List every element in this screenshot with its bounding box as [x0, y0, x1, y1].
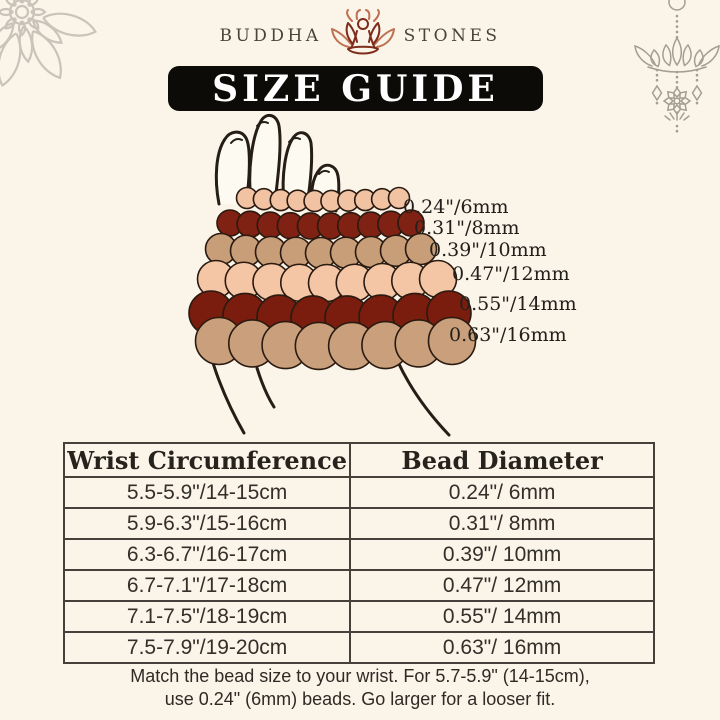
size-table: [63, 442, 655, 664]
bead-size-label: 0.63"/16mm: [449, 324, 567, 346]
table-row: [64, 570, 654, 601]
table-row: [64, 508, 654, 539]
bead-diameter-cell: 0.55"/ 14mm: [350, 601, 654, 632]
wrist-circumference-cell: 6.7-7.1"/17-18cm: [64, 570, 350, 601]
wrist-circumference-cell: 7.5-7.9"/19-20cm: [64, 632, 350, 663]
bead-diameter-cell: 0.31"/ 8mm: [350, 508, 654, 539]
wrist-circumference-header: Wrist Circumference: [64, 443, 350, 477]
size-guide-banner: [168, 66, 543, 111]
bead-size-label: 0.55"/14mm: [459, 293, 577, 315]
fit-note-line: use 0.24" (6mm) beads. Go larger for a looser fit.: [164, 689, 556, 710]
bead-size-label: 0.47"/12mm: [452, 263, 570, 285]
bead-diameter-header: Bead Diameter: [350, 443, 654, 477]
bead-diameter-cell: 0.47"/ 12mm: [350, 570, 654, 601]
table-header-row: [64, 443, 654, 477]
size-guide-title: SIZE GUIDE: [212, 67, 499, 110]
table-row: [64, 539, 654, 570]
wrist-circumference-cell: 5.5-5.9"/14-15cm: [64, 477, 350, 508]
fit-note: [0, 665, 720, 711]
fit-note-line: Match the bead size to your wrist. For 5.7-5.9" (14-15cm),: [130, 666, 590, 686]
wrist-circumference-cell: 7.1-7.5"/18-19cm: [64, 601, 350, 632]
brand-logo: [0, 10, 720, 62]
bead-diameter-cell: 0.63"/ 16mm: [350, 632, 654, 663]
brand-name-left: BUDDHA: [219, 26, 322, 46]
table-row: [64, 632, 654, 663]
brand-name-right: STONES: [403, 26, 501, 46]
table-row: [64, 601, 654, 632]
bead-size-label: 0.24"/6mm: [403, 196, 509, 218]
wrist-circumference-cell: 5.9-6.3"/15-16cm: [64, 508, 350, 539]
bead-diameter-cell: 0.39"/ 10mm: [350, 539, 654, 570]
lotus-meditation-icon: [331, 9, 395, 63]
wrist-circumference-cell: 6.3-6.7"/16-17cm: [64, 539, 350, 570]
table-row: [64, 477, 654, 508]
bead-size-label: 0.39"/10mm: [429, 239, 547, 261]
bead-size-label: 0.31"/8mm: [414, 217, 520, 239]
bead-diameter-cell: 0.24"/ 6mm: [350, 477, 654, 508]
